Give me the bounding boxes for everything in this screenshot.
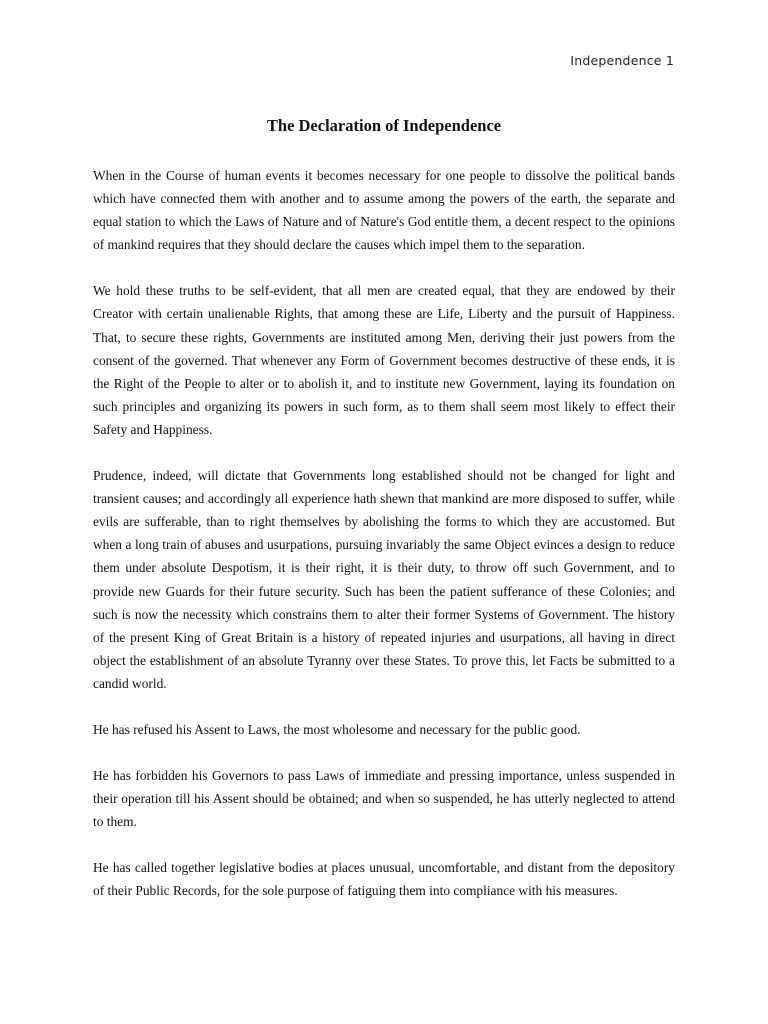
paragraph-preamble: When in the Course of human events it becomes necessary for one people to dissolve the political bands which have connected them with another and to assume among the powers of the earth, the separate and equal station to which the Laws of Nature and of Nature's God entitle them, a decent respect to the opinions of mankind requires that they should declare the causes which impel them to the separation. bbox=[93, 168, 675, 253]
paragraph-grievance-governors: He has forbidden his Governors to pass Laws of immediate and pressing importance, unless suspended in their operation till his Assent should be obtained; and when so suspended, he has utterly neglected to attend to them. bbox=[93, 768, 675, 830]
document-body bbox=[93, 164, 675, 926]
paragraph-prudence: Prudence, indeed, will dictate that Governments long established should not be changed for light and transient causes; and accordingly all experience hath shewn that mankind are more disposed to suffer, while evils are sufferable, than to right themselves by abolishing the forms to which they are accustomed. But when a long train of abuses and usurpations, pursuing invariably the same Object evinces a design to reduce them under absolute Despotism, it is their right, it is their duty, to throw off such Government, and to provide new Guards for their future security. Such has been the patient sufferance of these Colonies; and such is now the necessity which constrains them to alter their former Systems of Government. The history of the present King of Great Britain is a history of repeated injuries and usurpations, all having in direct object the establishment of an absolute Tyranny over these States. To prove this, let Facts be submitted to a candid world. bbox=[93, 468, 675, 691]
paragraph-self-evident-truths: We hold these truths to be self-evident, that all men are created equal, that they are endowed by their Creator with certain unalienable Rights, that among these are Life, Liberty and the pursuit of Happiness. That, to secure these rights, Governments are instituted among Men, deriving their just powers from the consent of the governed. That whenever any Form of Government becomes destructive of these ends, it is the Right of the People to alter or to abolish it, and to institute new Government, laying its foundation on such principles and organizing its powers in such form, as to them shall seem most likely to effect their Safety and Happiness. bbox=[93, 283, 675, 437]
running-head: Independence 1 bbox=[570, 53, 674, 68]
paragraph-grievance-assent: He has refused his Assent to Laws, the most wholesome and necessary for the public good. bbox=[93, 721, 581, 737]
paragraph-grievance-legislative-bodies: He has called together legislative bodies at places unusual, uncomfortable, and distant from the depository of their Public Records, for the sole purpose of fatiguing them into compliance with his measures. bbox=[93, 860, 675, 899]
document-title: The Declaration of Independence bbox=[266, 116, 502, 135]
